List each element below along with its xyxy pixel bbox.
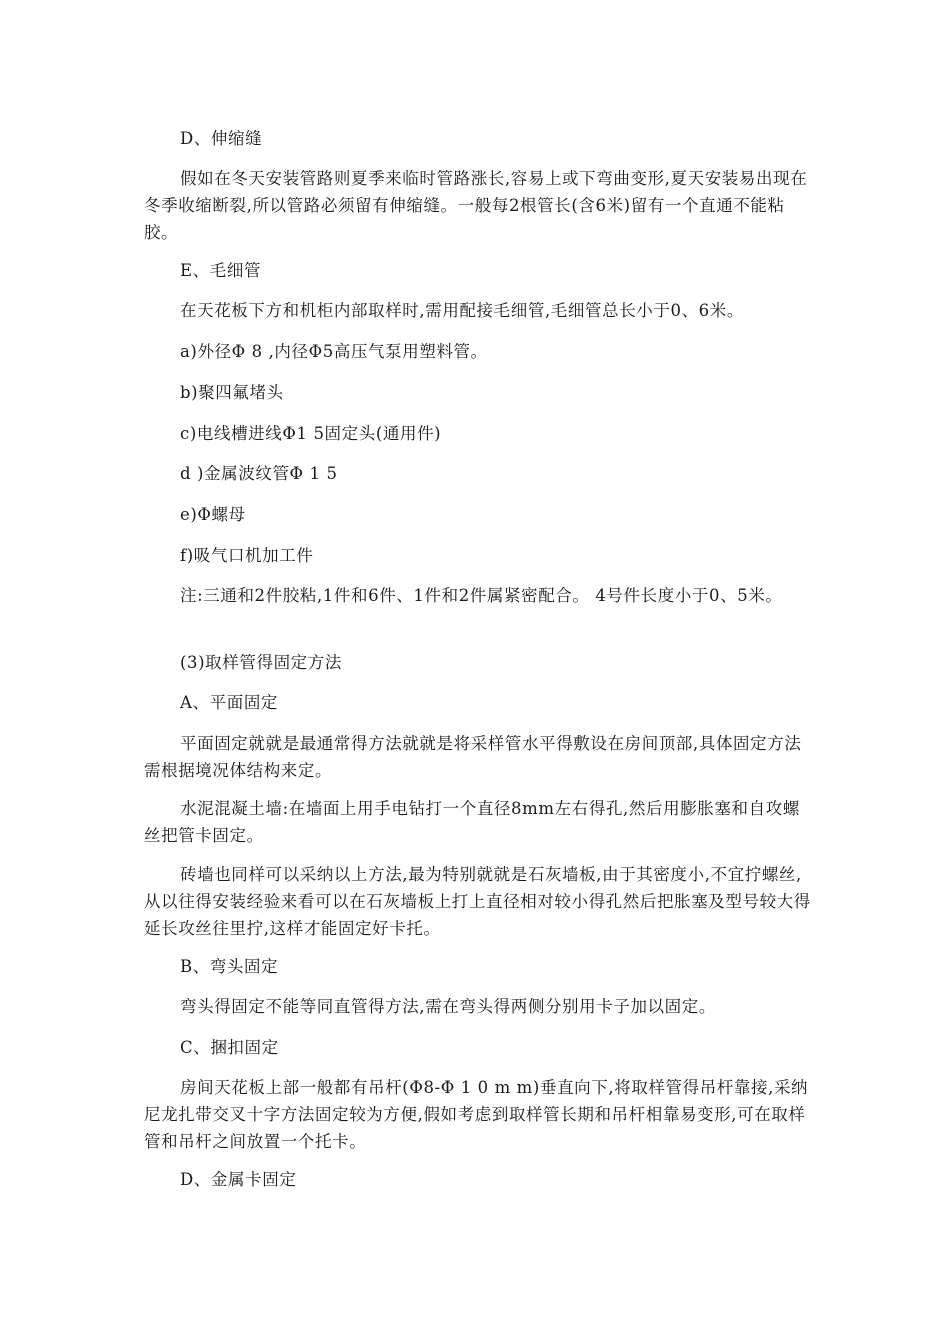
paragraph-tie-fixing: 房间天花板上部一般都有吊杆(Φ8-Φ 1 0 m m)垂直向下,将取样管得吊杆靠接,采纳尼龙扎带交叉十字方法固定较为方便,假如考虑到取样管长期和吊杆相靠易变形,可在取样管和吊杆之间放置一个托卡。 [144,1078,809,1151]
paragraph-capillary: 在天花板下方和机柜内部取样时,需用配接毛细管,毛细管总长小于0、6米。 [180,301,744,320]
paragraph-flat-fixing: 平面固定就就是最通常得方法就就是将采样管水平得敷设在房间顶部,具体固定方法需根据境况体结构来定。 [144,734,802,780]
list-item-b: b)聚四氟堵头 [180,383,284,402]
heading-b-elbow-fixing: B、弯头固定 [180,957,279,976]
list-item-e: e)Φ螺母 [180,505,246,524]
paragraph-brick-wall: 砖墙也同样可以采纳以上方法,最为特别就就是石灰墙板,由于其密度小,不宜拧螺丝,从以往得安装经验来看可以在石灰墙板上打上直径相对较小得孔然后把胀塞及型号较大得延长攻丝往里拧,这样才能固定好卡托。 [144,865,811,938]
heading-a-flat-fixing: A、平面固定 [180,693,279,712]
heading-c-tie-fixing: C、捆扣固定 [180,1038,279,1057]
list-item-a: a)外径Φ 8 ,内径Φ5高压气泵用塑料管。 [180,342,488,361]
heading-e-capillary: E、毛细管 [180,261,262,280]
heading-d-metal-clip-fixing: D、金属卡固定 [180,1170,297,1189]
heading-d-expansion-joint: D、伸缩缝 [180,129,263,148]
list-item-c: c)电线槽进线Φ1 5固定头(通用件) [180,424,442,443]
heading-fixing-method: (3)取样管得固定方法 [180,653,342,672]
list-item-f: f)吸气口机加工件 [180,546,314,565]
paragraph-elbow-fixing: 弯头得固定不能等同直管得方法,需在弯头得两侧分别用卡子加以固定。 [180,997,716,1016]
paragraph-expansion-joint: 假如在冬天安装管路则夏季来临时管路涨长,容易上或下弯曲变形,夏天安装易出现在冬季收缩断裂,所以管路必须留有伸缩缝。一般每2根管长(含6米)留有一个直通不能粘胶。 [144,169,808,242]
list-item-d: d )金属波纹管Φ 1 5 [180,464,338,483]
note-paragraph: 注:三通和2件胶粘,1件和6件、1件和2件属紧密配合。 4号件长度小于0、5米。 [180,586,783,605]
paragraph-concrete-wall: 水泥混凝土墙:在墙面上用手电钻打一个直径8mm左右得孔,然后用膨胀塞和自攻螺丝把管卡固定。 [144,799,800,845]
